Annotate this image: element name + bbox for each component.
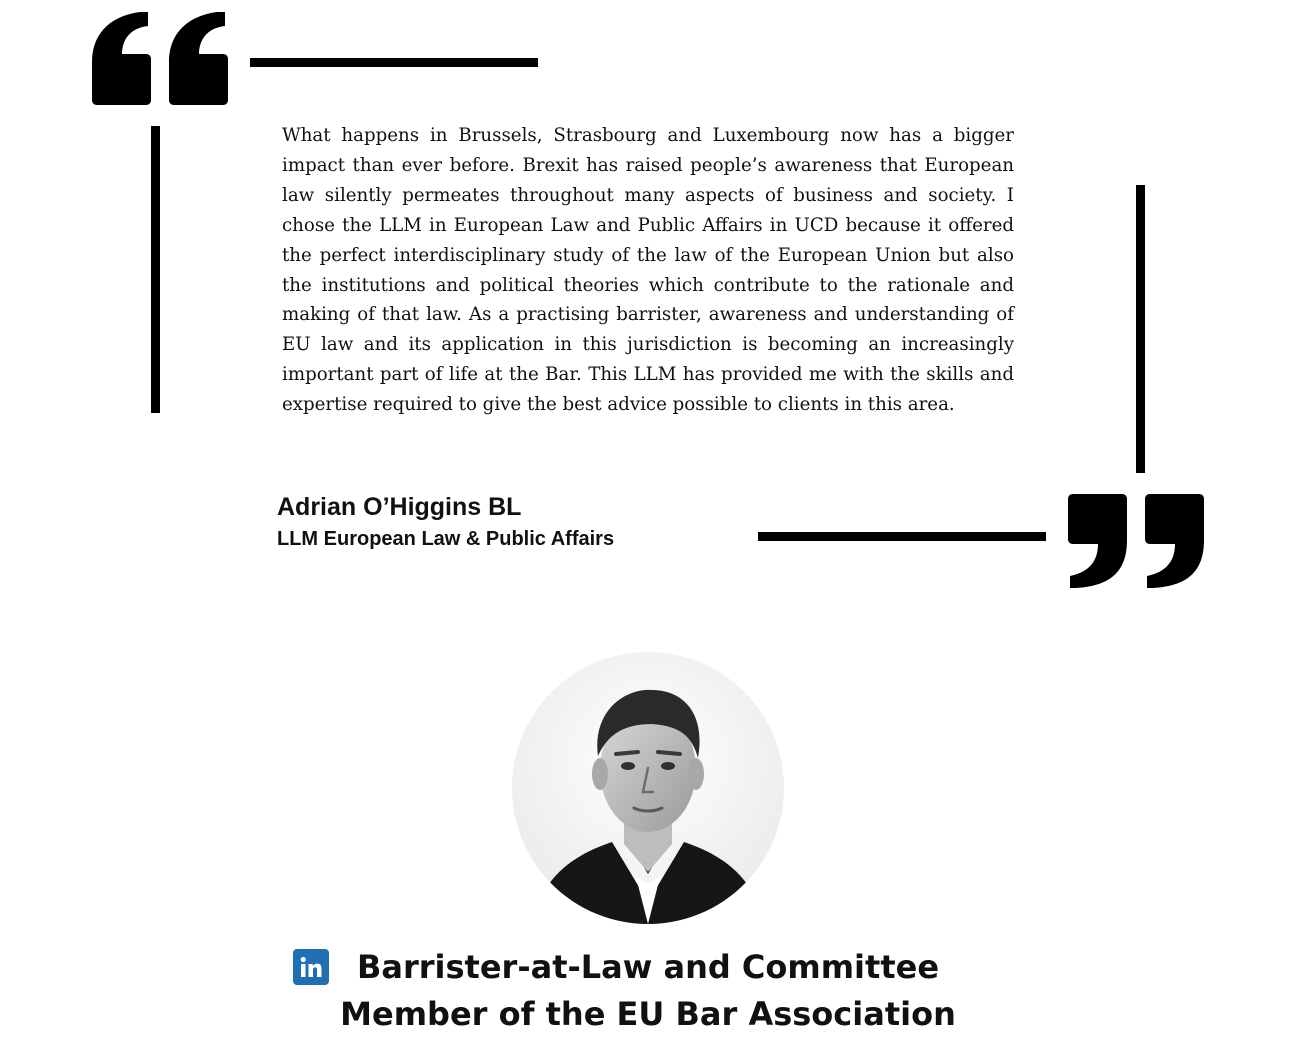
portrait-photo [512,652,784,924]
left-vertical-line [151,126,160,413]
right-vertical-line [1136,185,1145,473]
role-line-1: Barrister-at-Law and Committee [356,948,940,986]
author-name: Adrian O’Higgins BL [277,493,522,521]
author-program: LLM European Law & Public Affairs [277,528,615,550]
bottom-divider-line [758,532,1046,541]
role-line-2: Member of the EU Bar Association [340,995,956,1033]
testimonial-quote: What happens in Brussels, Strasbourg and Luxembourg now has a bigger impact than ever before. Brexit has raised people’s awareness that European law silently permeates throughout many aspects of business and society. I chose the LLM in European Law and Public Affairs in UCD because it offered the perfect interdisciplinary study of the law of the European Union but also the institutions and political theories which contribute to the rationale and making of that law. As a practising barrister, awareness and understanding of EU law and its application in this jurisdiction is becoming an increasingly important part of life at the Bar. This LLM has provided me with the skills and expertise required to give the best advice possible to clients in this area. [282,125,1014,416]
close-quote-icon [1066,492,1206,590]
top-divider-line [250,58,538,67]
role-title [320,944,976,1038]
open-quote-icon [90,12,230,106]
portrait-illustration [512,652,784,924]
